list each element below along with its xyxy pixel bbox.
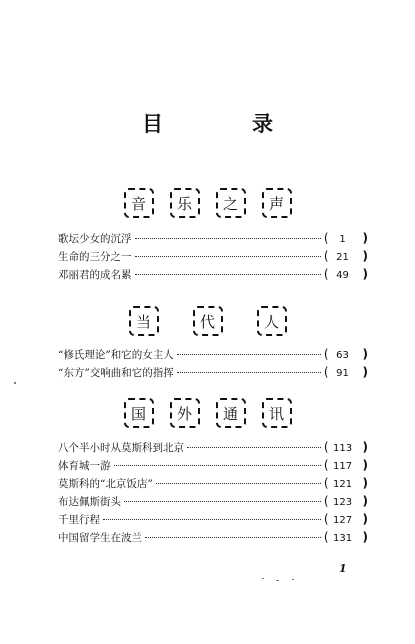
leader-dots [124, 501, 321, 502]
leader-dots [135, 238, 321, 239]
heading-char: 声 [262, 188, 292, 218]
toc-list-contemporary [58, 347, 368, 383]
entry-title: 歌坛少女的沉浮 [58, 233, 132, 245]
heading-char: 人 [257, 306, 287, 336]
leader-dots [135, 256, 321, 257]
toc-entry[interactable] [58, 476, 368, 494]
heading-char: 音 [124, 188, 154, 218]
entry-page: ( 1 ) [323, 231, 368, 245]
entry-page: ( 21 ) [323, 249, 368, 263]
scan-speck [262, 578, 264, 579]
toc-entry[interactable] [58, 512, 368, 530]
heading-char: 代 [193, 306, 223, 336]
heading-char: 国 [124, 398, 154, 428]
entry-page: ( 117 ) [323, 458, 368, 472]
entry-page: ( 49 ) [323, 267, 368, 281]
heading-char: 乐 [170, 188, 200, 218]
toc-entry[interactable] [58, 365, 368, 383]
page-number: 1 [339, 562, 347, 575]
toc-entry[interactable] [58, 249, 368, 267]
entry-page: ( 121 ) [323, 476, 368, 490]
entry-title: 八个半小时从莫斯科到北京 [58, 442, 184, 454]
entry-title: 邓丽君的成名累 [58, 269, 132, 281]
scan-speck [276, 580, 279, 581]
entry-page: ( 63 ) [323, 347, 368, 361]
leader-dots [145, 537, 321, 538]
entry-page: ( 113 ) [323, 440, 368, 454]
toc-entry[interactable] [58, 231, 368, 249]
leader-dots [114, 465, 321, 466]
section-heading-music [0, 188, 415, 218]
heading-char: 外 [170, 398, 200, 428]
leader-dots [135, 274, 321, 275]
toc-list-foreign-dispatches [58, 440, 368, 548]
leader-dots [177, 354, 321, 355]
heading-char: 当 [129, 306, 159, 336]
heading-char: 通 [216, 398, 246, 428]
heading-char: 讯 [262, 398, 292, 428]
leader-dots [187, 447, 321, 448]
entry-title: 布达佩斯街头 [58, 496, 121, 508]
scan-speck [292, 579, 294, 580]
toc-entry[interactable] [58, 458, 368, 476]
toc-entry[interactable] [58, 530, 368, 548]
section-heading-foreign-dispatches [0, 398, 415, 428]
entry-title: 体育城一游 [58, 460, 111, 472]
entry-page: ( 91 ) [323, 365, 368, 379]
entry-page: ( 131 ) [323, 530, 368, 544]
toc-list-music [58, 231, 368, 285]
leader-dots [156, 483, 321, 484]
scan-speck [14, 382, 16, 384]
entry-title: 中国留学生在波兰 [58, 532, 142, 544]
leader-dots [177, 372, 321, 373]
leader-dots [103, 519, 321, 520]
heading-char: 之 [216, 188, 246, 218]
entry-page: ( 127 ) [323, 512, 368, 526]
section-heading-contemporary [0, 306, 415, 336]
entry-title: “修氏理论”和它的女主人 [58, 349, 174, 361]
entry-title: 莫斯科的“北京饭店” [58, 478, 153, 490]
entry-page: ( 123 ) [323, 494, 368, 508]
entry-title: “东方”交响曲和它的指挥 [58, 367, 174, 379]
toc-entry[interactable] [58, 494, 368, 512]
entry-title: 生命的三分之一 [58, 251, 132, 263]
toc-entry[interactable] [58, 347, 368, 365]
toc-entry[interactable] [58, 440, 368, 458]
entry-title: 千里行程 [58, 514, 100, 526]
page-title: 目 录 [142, 112, 307, 136]
toc-entry[interactable] [58, 267, 368, 285]
